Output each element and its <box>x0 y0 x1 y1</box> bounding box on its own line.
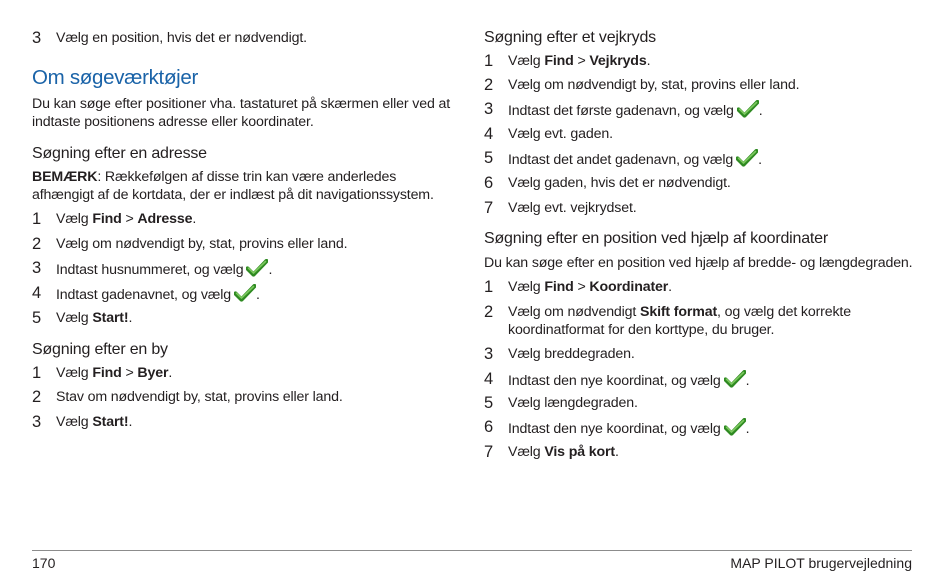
list-item <box>32 29 452 47</box>
step-number: 5 <box>484 394 494 412</box>
step-text: Vælg Find > Vejkryds. <box>508 53 651 69</box>
step-text: Vælg om nødvendigt Skift format, og vælg det korrekte koordinatformat for den korttype, du bruger. <box>508 304 851 338</box>
step-text: Indtast det andet gadenavn, og vælg . <box>508 149 914 169</box>
step-text: Indtast husnummeret, og vælg . <box>56 259 452 279</box>
step-number: 3 <box>484 345 494 363</box>
step-text: Vælg længdegraden. <box>508 395 638 411</box>
list-item <box>32 284 452 304</box>
list-item <box>484 100 914 120</box>
step-number: 2 <box>32 388 42 406</box>
step-number: 7 <box>484 443 494 461</box>
list-item <box>484 76 914 94</box>
step-number: 4 <box>484 125 494 143</box>
step-text: Indtast den nye koordinat, og vælg . <box>508 418 914 438</box>
city-search-heading: Søgning efter en by <box>32 341 168 358</box>
step-text: Vælg breddegraden. <box>508 346 635 362</box>
address-search-heading: Søgning efter en adresse <box>32 145 207 162</box>
intro-paragraph: Du kan søge efter positioner vha. tastaturet på skærmen eller ved at indtaste positionens adresse eller koordinater. <box>32 96 451 130</box>
list-item <box>32 235 452 253</box>
list-item <box>32 309 452 327</box>
step-number: 3 <box>32 29 42 47</box>
list-item <box>32 388 452 406</box>
step-text: Vælg Start!. <box>56 414 133 430</box>
list-item <box>484 174 914 192</box>
step-text: Vælg om nødvendigt by, stat, provins eller land. <box>56 236 348 252</box>
note-text: : Rækkefølgen af disse trin kan være anderledes afhængigt af de kortdata, der er indlæst på dit navigationssystem. <box>32 169 434 203</box>
list-item <box>484 303 914 339</box>
checkmark-icon <box>736 149 758 167</box>
step-text: Vælg evt. gaden. <box>508 126 613 142</box>
step-text: Indtast gadenavnet, og vælg . <box>56 284 452 304</box>
note-label: BEMÆRK <box>32 169 98 185</box>
list-item <box>484 370 914 390</box>
list-item <box>484 199 914 217</box>
intersection-search-heading: Søgning efter et vejkryds <box>484 29 656 46</box>
checkmark-icon <box>724 370 746 388</box>
step-text: Vælg gaden, hvis det er nødvendigt. <box>508 175 731 191</box>
list-item <box>484 394 914 412</box>
checkmark-icon <box>737 100 759 118</box>
checkmark-icon <box>234 284 256 302</box>
note-paragraph <box>32 168 452 204</box>
list-item <box>484 125 914 143</box>
step-number: 6 <box>484 174 494 192</box>
checkmark-icon <box>246 259 268 277</box>
list-item <box>32 364 452 382</box>
step-number: 5 <box>484 149 494 167</box>
list-item <box>484 278 914 296</box>
list-item <box>484 345 914 363</box>
step-number: 3 <box>484 100 494 118</box>
step-number: 3 <box>32 259 42 277</box>
manual-title: MAP PILOT brugervejledning <box>730 555 912 571</box>
list-item <box>32 413 452 431</box>
step-text: Indtast det første gadenavn, og vælg . <box>508 100 914 120</box>
step-text: Vælg evt. vejkrydset. <box>508 200 637 216</box>
coordinates-intro: Du kan søge efter en position ved hjælp af bredde- og længdegraden. <box>484 255 913 271</box>
step-text: Vælg Find > Koordinater. <box>508 279 672 295</box>
page-number: 170 <box>32 555 56 571</box>
list-item <box>32 259 452 279</box>
step-number: 1 <box>32 364 42 382</box>
coordinates-search-heading: Søgning efter en position ved hjælp af koordinater <box>484 230 828 247</box>
step-number: 5 <box>32 309 42 327</box>
list-item <box>484 418 914 438</box>
footer-divider <box>32 550 912 551</box>
step-text: Indtast den nye koordinat, og vælg . <box>508 370 914 390</box>
step-text: Vælg Start!. <box>56 310 133 326</box>
step-number: 1 <box>484 278 494 296</box>
step-text: Stav om nødvendigt by, stat, provins eller land. <box>56 389 343 405</box>
list-item <box>32 210 452 228</box>
list-item <box>484 443 914 461</box>
list-item <box>484 149 914 169</box>
section-title: Om søgeværktøjer <box>32 66 199 89</box>
step-text: Vælg Find > Adresse. <box>56 211 197 227</box>
step-number: 2 <box>32 235 42 253</box>
step-text: Vælg om nødvendigt by, stat, provins eller land. <box>508 77 800 93</box>
step-number: 6 <box>484 418 494 436</box>
step-number: 4 <box>484 370 494 388</box>
checkmark-icon <box>724 418 746 436</box>
step-number: 4 <box>32 284 42 302</box>
step-number: 1 <box>484 52 494 70</box>
step-number: 2 <box>484 76 494 94</box>
step-number: 3 <box>32 413 42 431</box>
step-number: 2 <box>484 303 494 321</box>
step-number: 1 <box>32 210 42 228</box>
step-text: Vælg Find > Byer. <box>56 365 173 381</box>
step-number: 7 <box>484 199 494 217</box>
list-item <box>484 52 914 70</box>
step-text: Vælg en position, hvis det er nødvendigt. <box>56 30 307 46</box>
step-text: Vælg Vis på kort. <box>508 444 619 460</box>
